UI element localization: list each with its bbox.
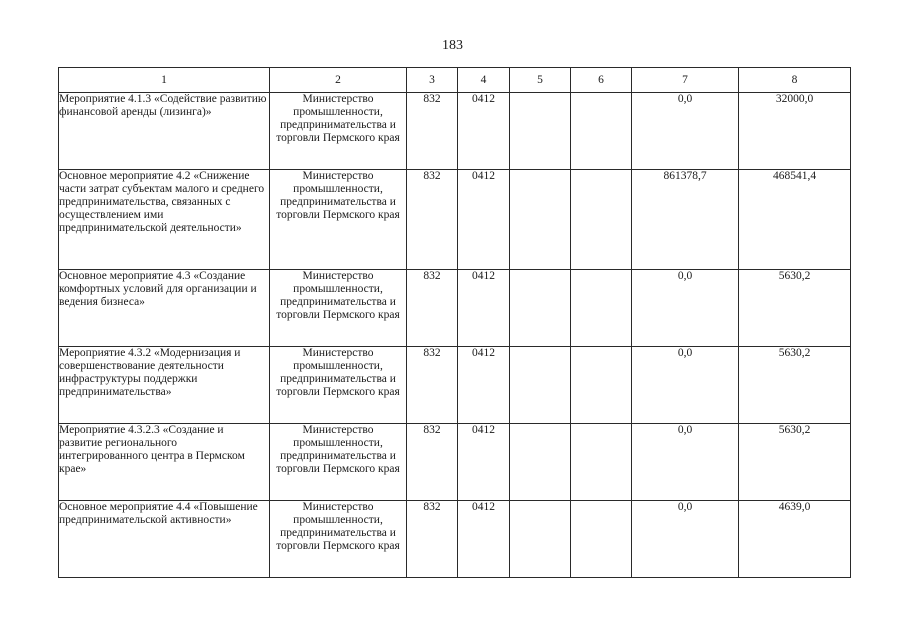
activity-name-cell: Мероприятие 4.3.2.3 «Создание и развитие регионального интегрированного центра в Пермском крае» — [59, 424, 270, 501]
table-row — [59, 270, 851, 347]
column-5-cell — [510, 170, 571, 270]
code-3-cell: 832 — [407, 93, 458, 170]
amount-8-cell: 5630,2 — [739, 270, 851, 347]
budget-table — [58, 67, 851, 578]
code-3-cell: 832 — [407, 270, 458, 347]
code-4-cell: 0412 — [458, 424, 510, 501]
responsible-executor-cell: Министерство промышленности, предпринимательства и торговли Пермского края — [270, 424, 407, 501]
code-4-cell: 0412 — [458, 170, 510, 270]
column-6-cell — [571, 93, 632, 170]
column-header-7: 7 — [632, 68, 739, 93]
table-row — [59, 501, 851, 578]
responsible-executor-cell: Министерство промышленности, предпринимательства и торговли Пермского края — [270, 170, 407, 270]
activity-name-cell: Мероприятие 4.1.3 «Содействие развитию финансовой аренды (лизинга)» — [59, 93, 270, 170]
responsible-executor-cell: Министерство промышленности, предпринимательства и торговли Пермского края — [270, 347, 407, 424]
code-4-cell: 0412 — [458, 93, 510, 170]
code-4-cell: 0412 — [458, 501, 510, 578]
code-4-cell: 0412 — [458, 270, 510, 347]
column-5-cell — [510, 347, 571, 424]
column-5-cell — [510, 501, 571, 578]
table-row — [59, 347, 851, 424]
column-5-cell — [510, 270, 571, 347]
code-3-cell: 832 — [407, 170, 458, 270]
column-6-cell — [571, 501, 632, 578]
responsible-executor-cell: Министерство промышленности, предпринимательства и торговли Пермского края — [270, 93, 407, 170]
code-3-cell: 832 — [407, 347, 458, 424]
column-6-cell — [571, 424, 632, 501]
activity-name-cell: Основное мероприятие 4.2 «Снижение части затрат субъектам малого и среднего предпринимательства, связанных с осуществлением ими предпринимательской деятельности» — [59, 170, 270, 270]
column-6-cell — [571, 347, 632, 424]
table-row — [59, 93, 851, 170]
amount-8-cell: 468541,4 — [739, 170, 851, 270]
activity-name-cell: Основное мероприятие 4.3 «Создание комфортных условий для организации и ведения бизнеса» — [59, 270, 270, 347]
responsible-executor-cell: Министерство промышленности, предпринимательства и торговли Пермского края — [270, 501, 407, 578]
column-6-cell — [571, 170, 632, 270]
column-5-cell — [510, 93, 571, 170]
amount-8-cell: 32000,0 — [739, 93, 851, 170]
amount-8-cell: 5630,2 — [739, 347, 851, 424]
table-row — [59, 170, 851, 270]
amount-7-cell: 0,0 — [632, 424, 739, 501]
column-header-5: 5 — [510, 68, 571, 93]
amount-7-cell: 0,0 — [632, 270, 739, 347]
column-header-3: 3 — [407, 68, 458, 93]
responsible-executor-cell: Министерство промышленности, предпринимательства и торговли Пермского края — [270, 270, 407, 347]
code-3-cell: 832 — [407, 424, 458, 501]
amount-8-cell: 5630,2 — [739, 424, 851, 501]
table-row — [59, 424, 851, 501]
column-header-2: 2 — [270, 68, 407, 93]
column-header-1: 1 — [59, 68, 270, 93]
page-number: 183 — [442, 38, 463, 53]
code-4-cell: 0412 — [458, 347, 510, 424]
amount-8-cell: 4639,0 — [739, 501, 851, 578]
table-header-row — [59, 68, 851, 93]
amount-7-cell: 0,0 — [632, 347, 739, 424]
activity-name-cell: Основное мероприятие 4.4 «Повышение предпринимательской активности» — [59, 501, 270, 578]
code-3-cell: 832 — [407, 501, 458, 578]
column-5-cell — [510, 424, 571, 501]
column-6-cell — [571, 270, 632, 347]
amount-7-cell: 861378,7 — [632, 170, 739, 270]
amount-7-cell: 0,0 — [632, 501, 739, 578]
activity-name-cell: Мероприятие 4.3.2 «Модернизация и совершенствование деятельности инфраструктуры поддержки предпринимательства» — [59, 347, 270, 424]
column-header-6: 6 — [571, 68, 632, 93]
column-header-8: 8 — [739, 68, 851, 93]
column-header-4: 4 — [458, 68, 510, 93]
amount-7-cell: 0,0 — [632, 93, 739, 170]
